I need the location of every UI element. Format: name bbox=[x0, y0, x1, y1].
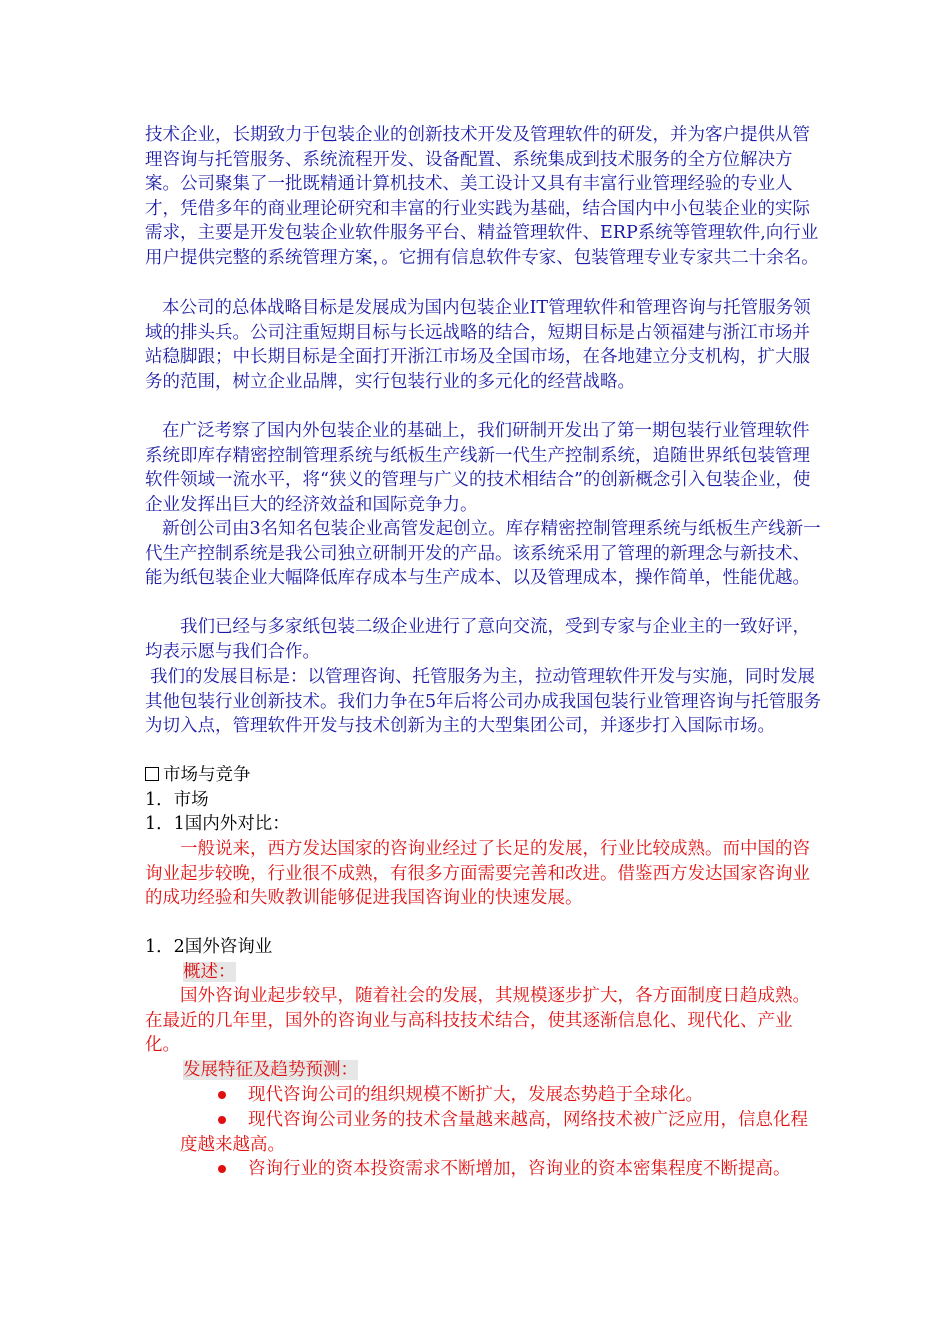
paragraph-development-goal: 我们的发展目标是：以管理咨询、托管服务为主，拉动管理软件开发与实施，同时发展其他包装行业创新技术。我们力争在5年后将公司办成我国包装行业管理咨询与托管服务为切入点，管理软件开发与技术创新为主的大型集团公司，并逐步打入国际市场。 bbox=[145, 667, 822, 737]
subheading-trends: 发展特征及趋势预测： bbox=[183, 1060, 358, 1080]
paragraph-partner-feedback: 我们已经与多家纸包装二级企业进行了意向交流，受到专家与企业主的一致好评，均表示愿与我们合作。 bbox=[145, 617, 810, 662]
bullet-item: 现代咨询公司的组织规模不断扩大，发展态势趋于全球化。 bbox=[180, 1083, 820, 1108]
subheading-overview: 概述： bbox=[183, 962, 236, 982]
paragraph-product-development: 在广泛考察了国内外包装企业的基础上，我们研制开发出了第一期包装行业管理软件系统即库存精密控制管理系统与纸板生产线新一代生产控制系统，追随世界纸包装管理软件领域一流水平，将“狭义的管理与广义的技术相结合”的创新概念引入包装企业，使企业发挥出巨大的经济效益和国际竞争力。 bbox=[145, 421, 811, 515]
paragraph-strategy: 本公司的总体战略目标是发展成为国内包装企业IT管理软件和管理咨询与托管服务领域的排头兵。公司注重短期目标与长远战略的结合，短期目标是占领福建与浙江市场并站稳脚跟；中长期目标是全面打开浙江市场及全国市场，在各地建立分支机构，扩大服务的范围，树立企业品牌，实行包装行业的多元化的经营战略。 bbox=[145, 298, 811, 392]
checkbox-bullet-icon bbox=[145, 767, 159, 781]
paragraph-comparison: 一般说来，西方发达国家的咨询业经过了长足的发展，行业比较成熟。而中国的咨询业起步较晚，行业很不成熟，有很多方面需要完善和改进。借鉴西方发达国家咨询业的成功经验和失败教训能够促进我国咨询业的快速发展。 bbox=[145, 839, 810, 909]
paragraph-company-founding: 新创公司由3名知名包装企业高管发起创立。库存精密控制管理系统与纸板生产线新一代生产控制系统是我公司独立研制开发的产品。该系统采用了管理的新理念与新技术、能为纸包装企业大幅降低库存成本与生产成本、以及管理成本，操作简单，性能优越。 bbox=[145, 519, 821, 589]
bullet-dot-icon bbox=[218, 1165, 226, 1173]
heading-market: 1．市场 bbox=[145, 790, 209, 810]
section-heading-market-competition: 市场与竞争 bbox=[145, 763, 825, 788]
bullet-dot-icon bbox=[218, 1116, 226, 1124]
heading-domestic-foreign-comparison: 1．1国内外对比： bbox=[145, 814, 290, 834]
paragraph-company-intro: 技术企业，长期致力于包装企业的创新技术开发及管理软件的研发，并为客户提供从管理咨询与托管服务、系统流程开发、设备配置、系统集成到技术服务的全方位解决方案。公司聚集了一批既精通计算机技术、美工设计又具有丰富行业管理经验的专业人才，凭借多年的商业理论研究和丰富的行业实践为基础，结合国内中小包装企业的实际需求，主要是开发包装企业软件服务平台、精益管理软件、ERP系统等管理软件,向行业用户提供完整的系统管理方案，。它拥有信息软件专家、包装管理专业专家共二十余名。 bbox=[145, 125, 819, 268]
heading-foreign-consulting: 1．2国外咨询业 bbox=[145, 937, 273, 957]
bullet-item: 咨询行业的资本投资需求不断增加，咨询业的资本密集程度不断提高。 bbox=[180, 1157, 820, 1182]
paragraph-overview: 国外咨询业起步较早，随着社会的发展，其规模逐步扩大，各方面制度日趋成熟。在最近的几年里，国外的咨询业与高科技技术结合，使其逐渐信息化、现代化、产业化。 bbox=[145, 986, 810, 1056]
bullet-dot-icon bbox=[218, 1091, 226, 1099]
bullet-item: 现代咨询公司业务的技术含量越来越高，网络技术被广泛应用，信息化程度越来越高。 bbox=[180, 1110, 808, 1155]
